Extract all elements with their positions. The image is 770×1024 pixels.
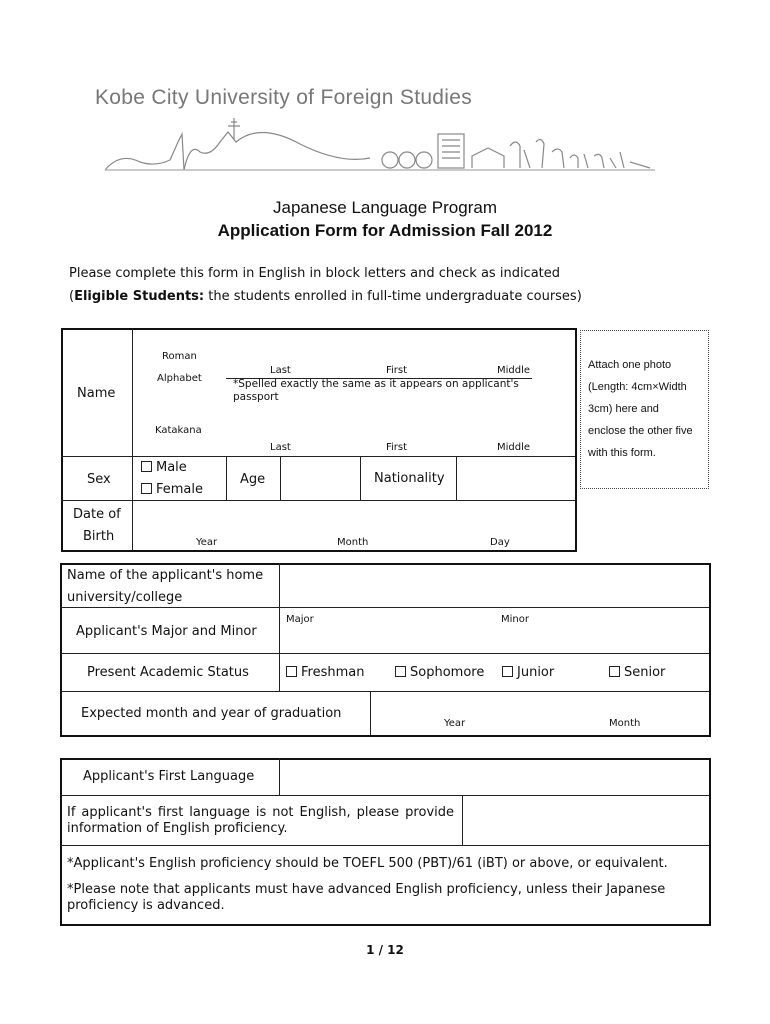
passport-note: *Spelled exactly the same as it appears on applicant's passport [233,378,519,403]
status-label: Present Academic Status [87,665,249,680]
photo-line: with this form. [588,447,656,459]
graduation-label: Expected month and year of graduation [81,706,342,721]
male-checkbox[interactable] [141,461,152,472]
photo-attach-box [580,330,709,489]
minor-caption: Minor [501,614,529,625]
middle-name-caption: Middle [497,365,531,376]
program-title: Japanese Language Program [273,198,497,217]
katakana-last-caption: Last [270,442,291,453]
eligible-text: the students enrolled in full-time undergraduate courses) [204,289,582,304]
form-title: Application Form for Admission Fall 2012 [217,221,553,240]
status-senior[interactable]: Senior [609,665,665,680]
freshman-checkbox[interactable] [286,666,297,677]
status-sophomore[interactable]: Sophomore [395,665,484,680]
dob-label-line2: Birth [83,529,115,544]
katakana-label: Katakana [155,425,202,436]
home-univ-label-1: Name of the applicant's home [67,568,264,583]
eligible-label: Eligible Students: [74,289,205,304]
page-number: 1 / 12 [366,943,404,957]
alphabet-label: Alphabet [157,373,202,384]
katakana-middle-caption: Middle [497,442,531,453]
first-name-caption: First [386,365,408,376]
sex-label: Sex [87,472,111,487]
last-name-caption: Last [270,365,291,376]
photo-line: Attach one photo [588,359,672,371]
katakana-first-caption: First [386,442,408,453]
graduation-year-caption: Year [444,718,466,729]
age-label: Age [240,472,266,487]
major-minor-label: Applicant's Major and Minor [76,624,257,639]
roman-label: Roman [162,351,197,362]
senior-checkbox[interactable] [609,666,620,677]
female-option[interactable]: Female [141,482,203,497]
nationality-label: Nationality [374,471,445,486]
eligibility-note: (Eligible Students: the students enrolled in full-time undergraduate courses) [69,289,582,304]
status-junior[interactable]: Junior [502,665,554,680]
name-label: Name [77,386,116,401]
dob-day-caption: Day [490,537,510,548]
advanced-proficiency-note: *Please note that applicants must have advanced English proficiency, unless their Japanese proficiency is advanced. [67,882,666,913]
dob-year-caption: Year [196,537,218,548]
first-language-label: Applicant's First Language [83,769,255,784]
status-freshman[interactable]: Freshman [286,665,364,680]
male-option[interactable]: Male [141,460,187,475]
english-proficiency-label: If applicant's first language is not English, please provide information of English proficiency. [67,805,454,836]
home-univ-label-2: university/college [67,590,183,605]
graduation-month-caption: Month [609,718,641,729]
photo-line: (Length: 4cm×Width [588,381,687,393]
dob-label-line1: Date of [73,507,121,522]
photo-line: enclose the other five [588,425,693,437]
city-skyline-logo [100,112,660,174]
major-caption: Major [286,614,314,625]
instruction-line: Please complete this form in English in block letters and check as indicated [69,266,561,281]
personal-info-table [61,328,577,552]
dob-month-caption: Month [337,537,369,548]
university-name: Kobe City University of Foreign Studies [95,86,473,109]
sophomore-checkbox[interactable] [395,666,406,677]
photo-line: 3cm) here and [588,403,659,415]
junior-checkbox[interactable] [502,666,513,677]
toefl-note: *Applicant's English proficiency should be TOEFL 500 (PBT)/61 (iBT) or above, or equivalent. [67,856,668,871]
female-checkbox[interactable] [141,483,152,494]
